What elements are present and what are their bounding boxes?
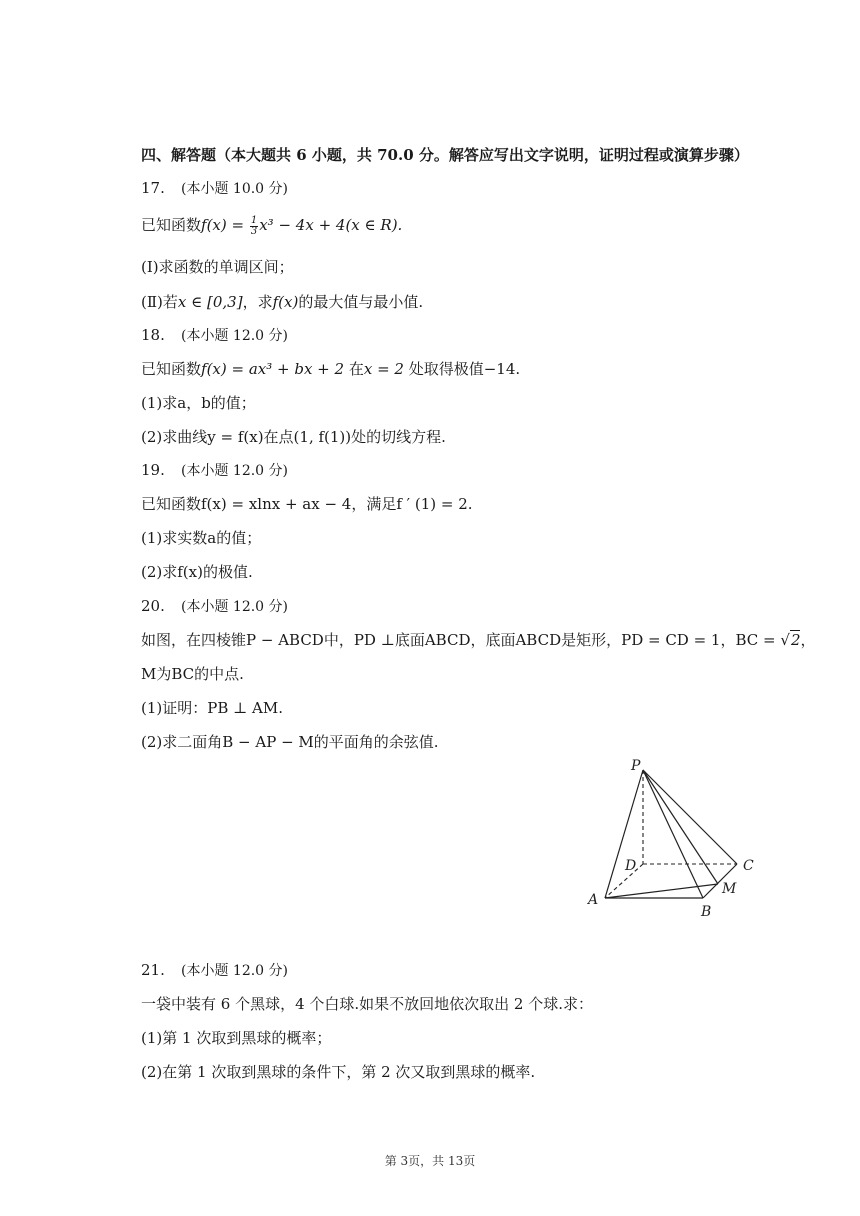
q17-heading bbox=[141, 178, 288, 199]
section-header: 四、解答题（本大题共 6 小题，共 70.0 分。解答应写出文字说明，证明过程或演算步骤） bbox=[141, 146, 749, 164]
label-P: P bbox=[631, 758, 641, 774]
sqrt-sign: √ bbox=[780, 631, 790, 649]
q20-number: 20. bbox=[141, 597, 165, 615]
q18-number: 18. bbox=[141, 326, 165, 344]
label-M: M bbox=[722, 881, 737, 897]
edge-PM bbox=[643, 770, 718, 884]
q18-part2: (2)求曲线y = f(x)在点(1, f(1))处的切线方程. bbox=[141, 428, 446, 446]
q18-stem-mid: 在 bbox=[344, 360, 364, 378]
q19-points: (本小题 12.0 分) bbox=[181, 463, 288, 479]
q17-part2-mid: ，求 bbox=[242, 293, 273, 311]
q17-stem-fx: f(x) = bbox=[201, 216, 249, 234]
q20-sqrt-value: 2 bbox=[790, 631, 801, 649]
q20-points: (本小题 12.0 分) bbox=[181, 599, 288, 615]
q18-heading bbox=[141, 325, 288, 346]
q20-part1: (1)证明：PB ⊥ AM. bbox=[141, 699, 283, 717]
q19-number: 19. bbox=[141, 461, 165, 479]
q17-part2 bbox=[141, 292, 423, 312]
q17-part2-math2: f(x) bbox=[272, 293, 299, 311]
q18-part1: (1)求a，b的值； bbox=[141, 394, 256, 412]
q21-stem: 一袋中装有 6 个黑球，4 个白球.如果不放回地依次取出 2 个球.求： bbox=[141, 995, 594, 1013]
label-C: C bbox=[743, 858, 754, 874]
q20-stem-pre: 如图，在四棱锥P − ABCD中，PD ⊥底面ABCD，底面ABCD是矩形，PD = CD = 1，BC = bbox=[141, 631, 781, 649]
q18-stem-math2: x = 2 bbox=[363, 360, 404, 378]
pyramid-figure bbox=[585, 754, 760, 924]
q20-stem-post: ， bbox=[800, 631, 816, 649]
q17-part2-math1: x ∈ [0,3] bbox=[177, 293, 243, 311]
q17-stem-pre: 已知函数 bbox=[141, 216, 202, 234]
q17-fraction bbox=[250, 216, 258, 237]
q17-stem bbox=[141, 215, 402, 237]
label-D: D bbox=[625, 858, 637, 874]
edge-PC bbox=[643, 770, 737, 864]
q21-part2: (2)在第 1 次取到黑球的条件下，第 2 次又取到黑球的概率. bbox=[141, 1063, 536, 1081]
q21-points: (本小题 12.0 分) bbox=[181, 963, 288, 979]
q17-frac-num: 1 bbox=[250, 214, 258, 226]
q17-part2-pre: (Ⅱ)若 bbox=[141, 293, 178, 311]
q19-part2: (2)求f(x)的极值. bbox=[141, 563, 253, 581]
q17-frac-den: 3 bbox=[250, 225, 258, 237]
q19-heading bbox=[141, 460, 288, 481]
q17-part2-post: 的最大值与最小值. bbox=[298, 293, 424, 311]
q17-points: (本小题 10.0 分) bbox=[181, 181, 288, 197]
label-B: B bbox=[701, 904, 712, 920]
q18-points: (本小题 12.0 分) bbox=[181, 328, 288, 344]
q20-part2: (2)求二面角B − AP − M的平面角的余弦值. bbox=[141, 733, 439, 751]
q17-part1: (Ⅰ)求函数的单调区间； bbox=[141, 258, 294, 276]
edge-AM bbox=[605, 884, 718, 898]
q21-part1: (1)第 1 次取到黑球的概率； bbox=[141, 1029, 332, 1047]
q18-stem bbox=[141, 359, 520, 379]
page-footer: 第 3页，共 13页 bbox=[384, 1154, 476, 1168]
q20-stem-line2: M为BC的中点. bbox=[141, 665, 244, 683]
edge-DA bbox=[605, 864, 643, 898]
q18-stem-pre: 已知函数 bbox=[141, 360, 202, 378]
q21-number: 21. bbox=[141, 961, 165, 979]
q21-heading bbox=[141, 960, 288, 981]
edge-PB bbox=[643, 770, 703, 898]
edge-PA bbox=[605, 770, 643, 898]
q20-heading bbox=[141, 596, 288, 617]
q19-stem: 已知函数f(x) = xlnx + ax − 4，满足f ′ (1) = 2. bbox=[141, 495, 473, 513]
q18-stem-post: 处取得极值−14. bbox=[403, 360, 521, 378]
q19-part1: (1)求实数a的值； bbox=[141, 529, 262, 547]
q17-number: 17. bbox=[141, 179, 165, 197]
q18-stem-math: f(x) = ax³ + bx + 2 bbox=[201, 360, 345, 378]
q20-stem-line1 bbox=[141, 630, 816, 650]
q17-stem-post: x³ − 4x + 4(x ∈ R). bbox=[259, 216, 403, 234]
label-A: A bbox=[588, 892, 599, 908]
